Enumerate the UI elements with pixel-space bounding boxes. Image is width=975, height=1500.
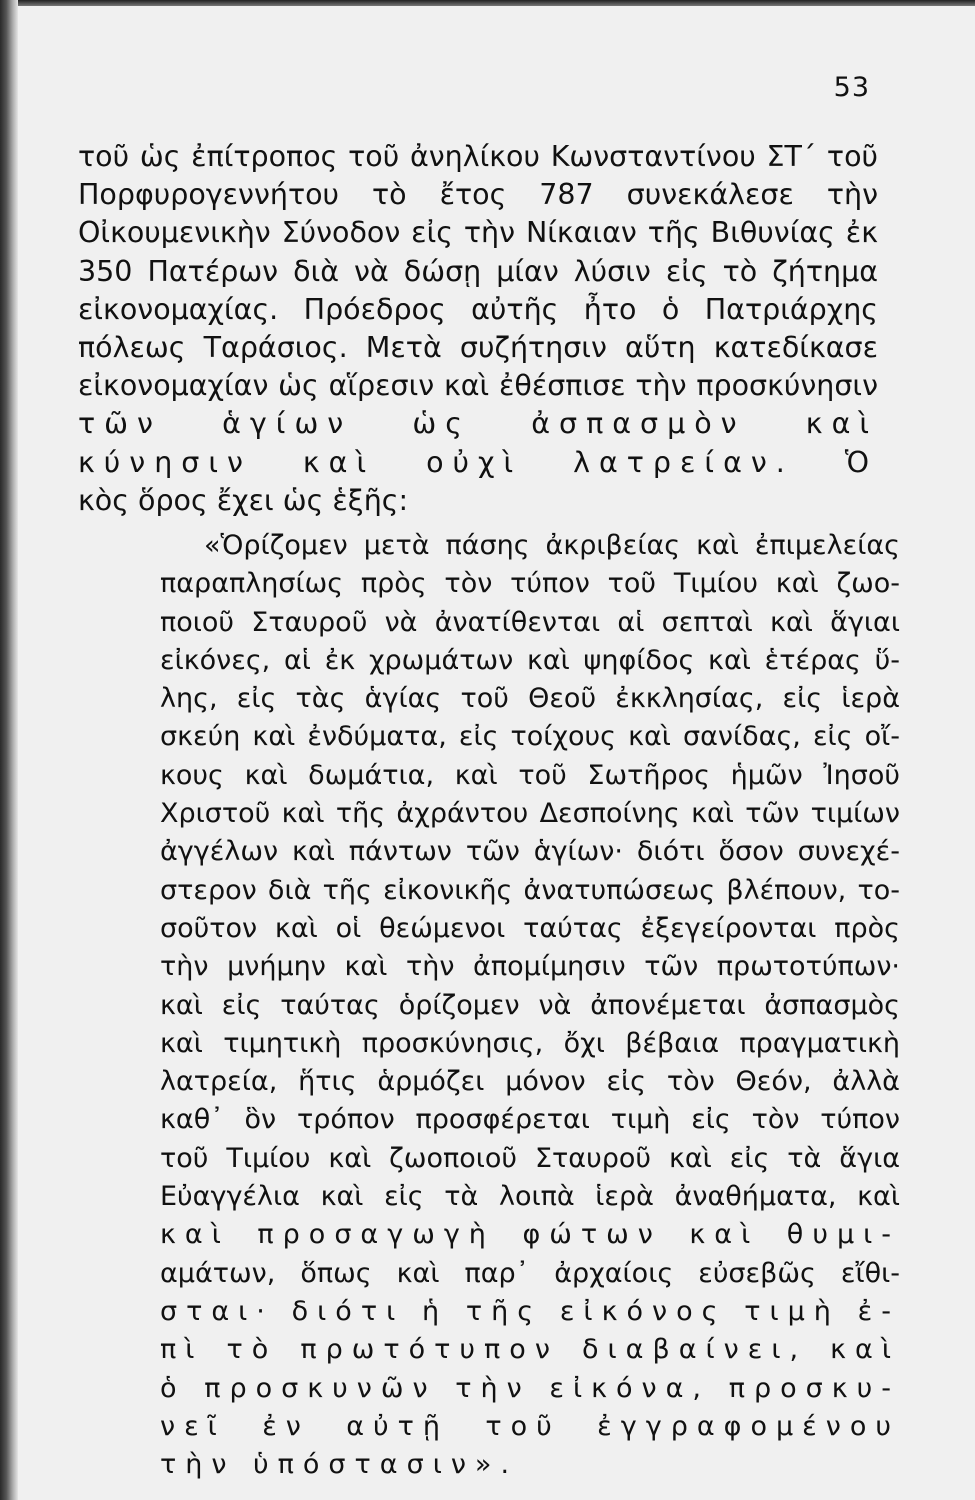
scan-top-shadow: [0, 0, 975, 6]
quote-line: καὶ προσαγωγὴ φώτων καὶ θυμι-: [160, 1219, 900, 1251]
quote-line: τὴν ὑπόστασιν».: [160, 1449, 519, 1481]
quote-line: καὶ εἰς ταύτας ὁρίζομεν νὰ ἀπονέμεται ἀσπασμὸς: [160, 989, 900, 1021]
quote-line: Χριστοῦ καὶ τῆς ἀχράντου Δεσποίνης καὶ τῶν τιμίων: [160, 798, 900, 830]
quote-line: ὁ προσκυνῶν τὴν εἰκόνα, προσκυ-: [160, 1372, 900, 1404]
scan-spine-shadow: [0, 0, 18, 1500]
quote-line: ποιοῦ Σταυροῦ νὰ ἀνατίθενται αἱ σεπταὶ καὶ ἅγιαι: [160, 606, 900, 638]
quote-line: σται· διότι ἡ τῆς εἰκόνος τιμὴ ἐ-: [160, 1295, 900, 1327]
quote-line: νεῖ ἐν αὐτῇ τοῦ ἐγγραφομένου: [160, 1410, 900, 1442]
text-line: Οἰκουμενικὴν Σύνοδον εἰς τὴν Νίκαιαν τῆς Βιθυνίας ἐκ: [78, 216, 878, 250]
text-line: κύνησιν καὶ οὐχὶ λατρείαν. Ὁ: [78, 445, 878, 479]
body-paragraph: [78, 138, 878, 520]
quoted-decree: [160, 527, 900, 1484]
quote-line: εἰκόνες, αἱ ἐκ χρωμάτων καὶ ψηφίδος καὶ ἑτέρας ὕ-: [160, 644, 900, 676]
quote-line: κους καὶ δωμάτια, καὶ τοῦ Σωτῆρος ἡμῶν Ἰησοῦ: [160, 759, 900, 791]
text-line: εἰκονομαχίαν ὡς αἵρεσιν καὶ ἐθέσπισε τὴν προσκύνησιν: [78, 369, 878, 403]
text-line: τοῦ ὡς ἐπίτροπος τοῦ ἀνηλίκου Κωνσταντίνου ΣΤ´ τοῦ: [78, 140, 878, 173]
quote-line: καθ᾿ ὃν τρόπον προσφέρεται τιμὴ εἰς τὸν τύπον: [160, 1104, 900, 1136]
quote-line: στερον διὰ τῆς εἰκονικῆς ἀνατυπώσεως βλέπουν, το-: [160, 874, 900, 906]
quote-line: Εὐαγγέλια καὶ εἰς τὰ λοιπὰ ἱερὰ ἀναθήματα, καὶ: [160, 1181, 900, 1213]
quote-line: λατρεία, ἥτις ἁρμόζει μόνον εἰς τὸν Θεόν, ἀλλὰ: [160, 1066, 900, 1098]
text-line: πόλεως Ταράσιος. Μετὰ συζήτησιν αὕτη κατεδίκασε: [78, 330, 878, 364]
text-line: κὸς ὅρος ἔχει ὡς ἑξῆς:: [78, 483, 409, 517]
quote-line: αμάτων, ὅπως καὶ παρ᾿ ἀρχαίοις εὐσεβῶς εἴθι-: [160, 1257, 900, 1289]
text-line: εἰκονομαχίας. Πρόεδρος αὐτῆς ἦτο ὁ Πατριάρχης: [78, 292, 878, 326]
quote-line: πὶ τὸ πρωτότυπον διαβαίνει, καὶ: [160, 1334, 900, 1366]
text-line: 350 Πατέρων διὰ νὰ δώσῃ μίαν λύσιν εἰς τὸ ζήτημα: [78, 254, 878, 288]
quote-line: καὶ τιμητικὴ προσκύνησις, ὄχι βέβαια πραγματικὴ: [160, 1027, 900, 1059]
quote-line: «Ὁρίζομεν μετὰ πάσης ἀκριβείας καὶ ἐπιμελείας: [204, 530, 900, 561]
quote-line: ἀγγέλων καὶ πάντων τῶν ἁγίων· διότι ὅσον συνεχέ-: [160, 836, 900, 868]
text-line: Πορφυρογεννήτου τὸ ἔτος 787 συνεκάλεσε τὴν: [78, 178, 878, 212]
quote-line: λης, εἰς τὰς ἁγίας τοῦ Θεοῦ ἐκκλησίας, εἰς ἱερὰ: [160, 683, 900, 715]
quote-line: τοῦ Τιμίου καὶ ζωοποιοῦ Σταυροῦ καὶ εἰς τὰ ἅγια: [160, 1142, 900, 1174]
page-number: 53: [833, 72, 870, 103]
quote-line: σοῦτον καὶ οἱ θεώμενοι ταύτας ἐξεγείρονται πρὸς: [160, 912, 900, 944]
text-line: τῶν ἁγίων ὡς ἀσπασμὸν καὶ: [78, 407, 878, 441]
quote-line: τὴν μνήμην καὶ τὴν ἀπομίμησιν τῶν πρωτοτύπων·: [160, 951, 900, 983]
quote-line: σκεύη καὶ ἐνδύματα, εἰς τοίχους καὶ σανίδας, εἰς οἴ-: [160, 721, 900, 753]
quote-line: παραπλησίως πρὸς τὸν τύπον τοῦ Τιμίου καὶ ζωο-: [160, 568, 900, 600]
